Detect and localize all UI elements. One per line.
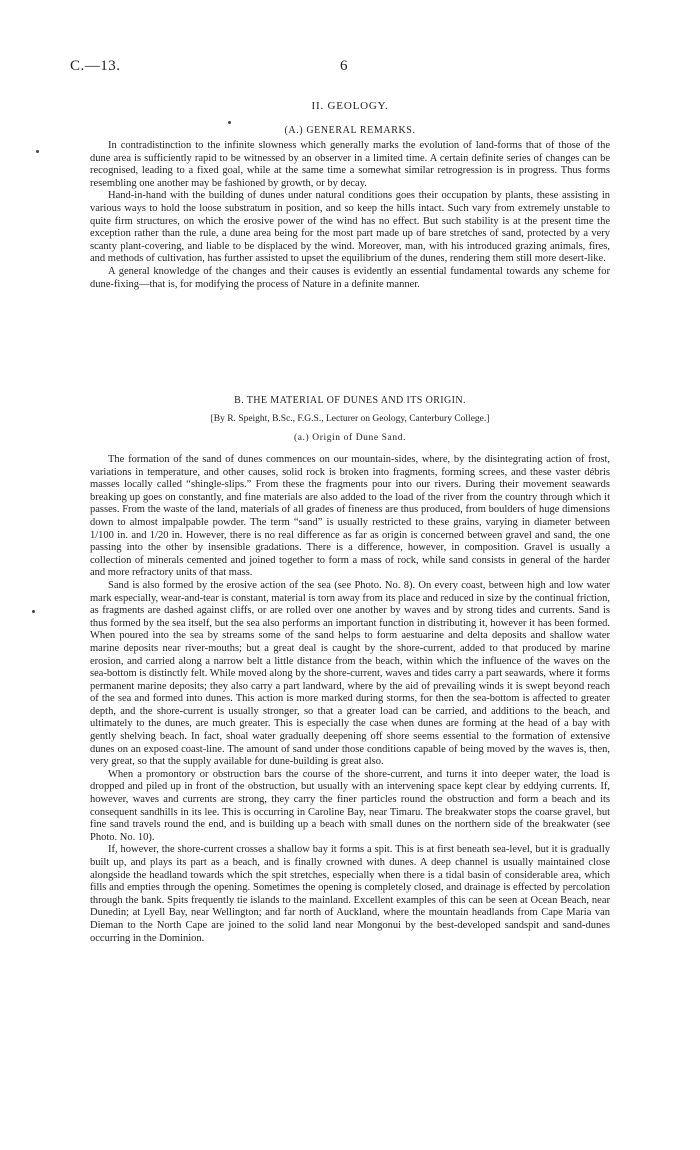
page-number: 6 [340,58,348,74]
paragraph: Sand is also formed by the erosive action of the sea (see Photo. No. 8). On every coast, between high and low water mark especially, wear-and-tear is constant, material is torn away from its place and reduced in size by the continual friction, as fragments are dashed against cliffs, or are rolled over one another by waves and by strong tides and currents. Sand is thus formed by the sea itself, but the sea also performs an important function in distributing it, however it has been formed. When poured into the sea by streams some of the sand helps to form aestuarine and delta deposits and shallow water marine deposits near river-mouths; but a great deal is caught by the shore-current, added to that produced by marine erosion, and carried along a narrow belt a little distance from the beach, within which the influence of the waves on the sea-bottom is distinctly felt. While moved along by the shore-current, waves and tides carry a part seawards, where it forms permanent marine deposits; they also carry a part landward, where by the aid of prevailing winds it is swept beyond reach of the sea and formed into dunes. This action is more marked during storms, for then the sea-bottom is affected to greater depth, and the shore-current is usually stronger, so that a greater load can be carried, and additions to the beach, and ultimately to the dunes, are much greater. This is especially the case when dunes are forming at the head of a bay with gently shelving beach. In fact, shoal water gradually deepening off shore seems essential to the formation of extensive dunes on an exposed coast-line. The amount of sand under those conditions capable of being moved by the waves is, then, very great, so that the supply available for dune-building is great also. [90,579,610,768]
paragraph: The formation of the sand of dunes commences on our mountain-sides, where, by the disintegrating action of frost, variations in temperature, and other causes, solid rock is broken into fragments, forming screes, and these vaster débris masses locally called “shingle-slips.” From these the fragments pour into our rivers. During their movement seawards breaking up goes on constantly, and fine materials are also added to the load of the river from the country through which it passes. From the waste of the land, materials of all grades of fineness are thus produced, from boulders of huge dimensions down to almost impalpable powder. The term “sand” is usually restricted to these grains, varying in diameter between 1/100 in. and 1/20 in. However, there is no real difference as far as origin is concerned between gravel and sand, the one passing into the other by insensible gradations. There is a difference, however, in composition. Gravel is usually a collection of minerals cemented and joined together to form a mass of rock, while sand consists in general of the harder and more refractory units of that mass. [90,454,610,579]
origin-body [90,454,610,945]
subsection-heading-origin-of-dune-sand: (a.) Origin of Dune Sand. [293,433,407,443]
author-byline: [By R. Speight, B.Sc., F.G.S., Lecturer on Geology, Canterbury College.] [210,414,490,424]
paragraph: When a promontory or obstruction bars the course of the shore-current, and turns it into deeper water, the load is dropped and piled up in front of the obstruction, but usually with an intervening space kept clear by eddying currents. If, however, waves and currents are strong, they carry the finer particles round the obstruction and form a beach and its consequent sandhills in its lee. This is occurring in Caroline Bay, near Timaru. The breakwater stops the coarse gravel, but fine sand travels round the end, and is building up a beach with small dunes on the northern side of the breakwater (see Photo. No. 10). [90,768,610,843]
paragraph: A general knowledge of the changes and their causes is evidently an essential fundamental towards any scheme for dune-fixing—that is, for modifying the process of Nature in a definite manner. [90,265,610,290]
general-remarks-body [90,140,610,291]
subsection-heading-material-of-dunes: B. THE MATERIAL OF DUNES AND ITS ORIGIN. [234,395,466,406]
paragraph: Hand-in-hand with the building of dunes under natural conditions goes their occupation by plants, these assisting in various ways to hold the loose substratum in position, and so keep the hills intact. Such vary from extremely unstable to quite firm structures, on which the erosive power of the wind has no effect. But such stability is at the present time the exception rather than the rule, a dune area being for the most part made up of bare stretches of sand, protected by a very scanty plant-covering, and liable to be displaced by the wind. Moreover, man, with his introduced grazing animals, fires, and methods of cultivation, has further assisted to upset the equilibrium of the dunes, rendering them still more desert-like. [90,190,610,265]
ink-dot [228,121,231,124]
ink-dot [32,610,35,613]
ink-dot [36,150,39,153]
paragraph: If, however, the shore-current crosses a shallow bay it forms a spit. This is at first beneath sea-level, but it is gradually built up, and plays its part as a beach, and is finally crowned with dunes. A deep channel is usually maintained close alongside the headland towards which the spit stretches, especially when there is a tidal basin of considerable area, which fills and empties through the opening. Sometimes the opening is completely closed, and drainage is effected by percolation through the bank. Spits frequently tie islands to the mainland. Excellent examples of this can be seen at Ocean Beach, near Dunedin; at Lyell Bay, near Wellington; and far north of Auckland, where the mountain headlands from Cape Maria van Dieman to the North Cape are joined to the solid land near Mongonui by the best-developed sandspit and sand-dunes occurring in the Dominion. [90,844,610,944]
section-title: II. GEOLOGY. [311,100,389,112]
page-reference: C.—13. [70,58,121,74]
subsection-heading-general-remarks: (A.) GENERAL REMARKS. [284,125,416,136]
paragraph: In contradistinction to the infinite slowness which generally marks the evolution of land-forms that of those of the dune area is sufficiently rapid to be witnessed by an observer in a limited time. A certain definite series of changes can be recognised, leading to a fixed goal, while at the same time a somewhat similar retrogression is in progress. Thus forms resembling one another may be fashioned by growth, or by decay. [90,140,610,189]
